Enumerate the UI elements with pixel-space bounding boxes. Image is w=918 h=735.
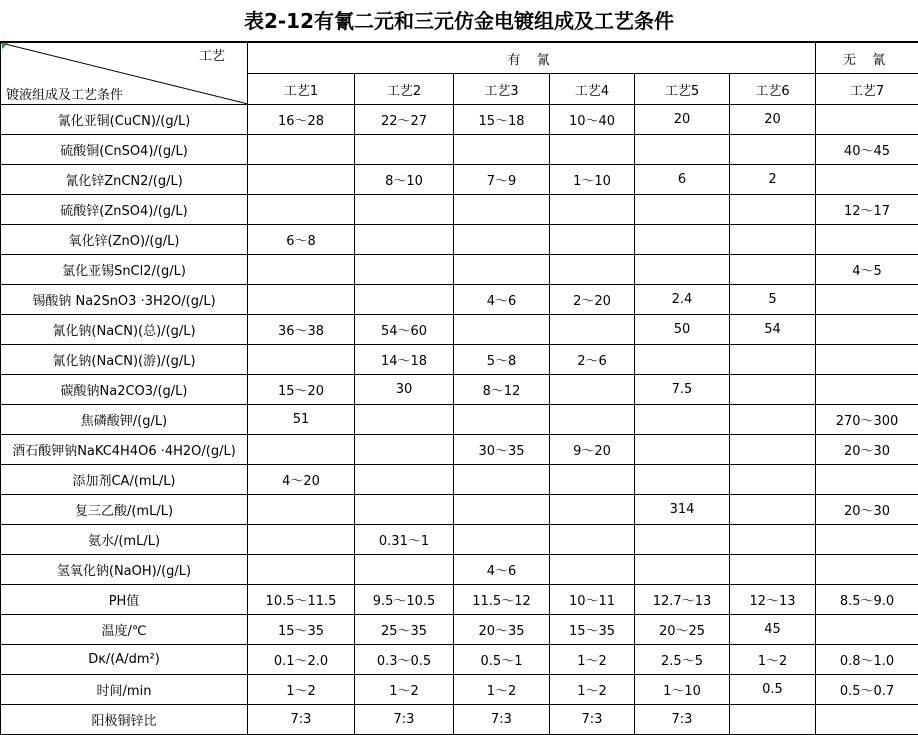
table-cell: 8～10 (355, 165, 454, 195)
table-row (1, 375, 918, 405)
table-cell (355, 435, 454, 465)
table-cell: 7.5 (635, 375, 730, 405)
table-cell (816, 225, 918, 255)
table-cell (454, 225, 550, 255)
table-cell: 314 (635, 495, 730, 525)
table-row (1, 345, 918, 375)
table-cell (355, 285, 454, 315)
table-cell (635, 255, 730, 285)
table-cell: 0.5～0.7 (816, 675, 918, 705)
corner-label-process: 工艺 (199, 45, 225, 64)
table-cell: 8～12 (454, 375, 550, 405)
table-cell (550, 405, 635, 435)
table-cell (550, 315, 635, 345)
table-cell (816, 315, 918, 345)
table-cell: 1～2 (550, 645, 635, 675)
table-cell (248, 555, 355, 585)
table-cell: 0.5～1 (454, 645, 550, 675)
table-cell (816, 345, 918, 375)
table-cell: 270～300 (816, 405, 918, 435)
table-cell: 6～8 (248, 225, 355, 255)
row-label: 碳酸钠Na2CO3/(g/L) (1, 375, 248, 405)
table-cell (816, 555, 918, 585)
row-label: 焦磷酸钾/(g/L) (1, 405, 248, 435)
table-cell: 30 (355, 375, 454, 405)
table-cell: 15～20 (248, 375, 355, 405)
table-cell: 5～8 (454, 345, 550, 375)
table-cell: 16～28 (248, 105, 355, 135)
table-cell (454, 135, 550, 165)
table-cell (248, 165, 355, 195)
table-cell (550, 465, 635, 495)
table-cell (454, 405, 550, 435)
table-cell (355, 135, 454, 165)
table-cell (635, 195, 730, 225)
table-cell: 45 (730, 615, 816, 645)
table-row (1, 315, 918, 345)
table-cell: 12.7～13 (635, 585, 730, 615)
table-cell (816, 615, 918, 645)
table-row (1, 705, 918, 735)
table-row (1, 285, 918, 315)
row-label: 氰化亚铜(CuCN)/(g/L) (1, 105, 248, 135)
table-cell (730, 525, 816, 555)
table-cell (550, 525, 635, 555)
row-label: 氰化钠(NaCN)(总)/(g/L) (1, 315, 248, 345)
table-cell: 30～35 (454, 435, 550, 465)
table-cell: 10.5～11.5 (248, 585, 355, 615)
table-row (1, 435, 918, 465)
table-cell: 0.5 (730, 675, 816, 705)
table-cell (730, 495, 816, 525)
table-cell: 7:3 (635, 705, 730, 735)
table-cell: 9～20 (550, 435, 635, 465)
table-cell: 7:3 (248, 705, 355, 735)
table-cell: 0.8～1.0 (816, 645, 918, 675)
table-cell (550, 495, 635, 525)
table-row (1, 495, 918, 525)
table-cell (730, 195, 816, 225)
table-cell (730, 555, 816, 585)
row-label: 氰化钠(NaCN)(游)/(g/L) (1, 345, 248, 375)
group-header-cyanide: 有 氰 (248, 43, 816, 74)
table-cell (355, 255, 454, 285)
table-cell: 2 (730, 165, 816, 195)
table-cell: 1～2 (550, 675, 635, 705)
table-cell: 10～11 (550, 585, 635, 615)
table-cell (816, 525, 918, 555)
table-cell (635, 135, 730, 165)
table-cell (355, 495, 454, 525)
row-label: 复三乙酸/(mL/L) (1, 495, 248, 525)
row-label: 氨水/(mL/L) (1, 525, 248, 555)
table-cell (454, 495, 550, 525)
table-cell: 1～2 (454, 675, 550, 705)
table-row (1, 645, 918, 675)
table-cell (248, 255, 355, 285)
process-header-1: 工艺1 (248, 74, 355, 105)
table-cell: 1～2 (730, 645, 816, 675)
table-cell (454, 525, 550, 555)
table-cell: 40～45 (816, 135, 918, 165)
table-cell (355, 465, 454, 495)
row-label: 时间/min (1, 675, 248, 705)
table-cell: 0.3～0.5 (355, 645, 454, 675)
table-cell: 54～60 (355, 315, 454, 345)
table-cell (730, 345, 816, 375)
table-cell (355, 555, 454, 585)
table-cell (355, 225, 454, 255)
table-cell: 1～10 (635, 675, 730, 705)
table-cell (248, 195, 355, 225)
row-label: 阳极铜锌比 (1, 705, 248, 735)
table-cell (550, 225, 635, 255)
table-cell: 9.5～10.5 (355, 585, 454, 615)
process-header-3: 工艺3 (454, 74, 550, 105)
table-cell (550, 195, 635, 225)
table-cell: 1～2 (248, 675, 355, 705)
row-label: 硫酸铜(CnSO4)/(g/L) (1, 135, 248, 165)
table-cell: 2～20 (550, 285, 635, 315)
table-cell (730, 225, 816, 255)
table-cell (816, 465, 918, 495)
row-label: 氰化锌ZnCN2/(g/L) (1, 165, 248, 195)
row-label: 添加剂CA/(mL/L) (1, 465, 248, 495)
process-table (0, 42, 918, 735)
table-cell (730, 375, 816, 405)
table-row (1, 525, 918, 555)
table-cell (454, 195, 550, 225)
table-cell (248, 345, 355, 375)
table-cell (730, 405, 816, 435)
row-label: 氯化亚锡SnCl2/(g/L) (1, 255, 248, 285)
table-cell: 20 (730, 105, 816, 135)
table-cell: 12～17 (816, 195, 918, 225)
row-label: 硫酸锌(ZnSO4)/(g/L) (1, 195, 248, 225)
table-row (1, 135, 918, 165)
row-label: 温度/℃ (1, 615, 248, 645)
corner-label-composition: 镀液组成及工艺条件 (6, 84, 123, 103)
table-cell (635, 405, 730, 435)
table-title: 表2-12有氰二元和三元仿金电镀组成及工艺条件 (0, 0, 918, 42)
table-row (1, 585, 918, 615)
group-header-noncyanide: 无 氰 (816, 43, 918, 74)
table-cell (816, 165, 918, 195)
table-cell (248, 495, 355, 525)
row-label: 酒石酸钾钠NaKC4H4O6 ·4H2O/(g/L) (1, 435, 248, 465)
table-cell (635, 555, 730, 585)
table-row (1, 225, 918, 255)
table-cell: 2.4 (635, 285, 730, 315)
table-cell: 20 (635, 105, 730, 135)
table-cell (635, 525, 730, 555)
table-cell: 20～35 (454, 615, 550, 645)
process-header-5: 工艺5 (635, 74, 730, 105)
table-cell: 7～9 (454, 165, 550, 195)
table-cell (550, 255, 635, 285)
table-cell (248, 285, 355, 315)
table-cell: 0.1～2.0 (248, 645, 355, 675)
table-cell (454, 255, 550, 285)
table-cell: 54 (730, 315, 816, 345)
table-cell: 22～27 (355, 105, 454, 135)
table-row (1, 105, 918, 135)
table-cell: 8.5～9.0 (816, 585, 918, 615)
table-row (1, 555, 918, 585)
table-cell: 7:3 (454, 705, 550, 735)
row-label: PH值 (1, 585, 248, 615)
table-cell: 1～2 (355, 675, 454, 705)
table-cell: 4～5 (816, 255, 918, 285)
header-corner-cell (1, 43, 248, 105)
table-row (1, 255, 918, 285)
row-label: 锡酸钠 Na2SnO3 ·3H2O/(g/L) (1, 285, 248, 315)
table-cell (730, 435, 816, 465)
table-cell: 20～25 (635, 615, 730, 645)
table-cell: 11.5～12 (454, 585, 550, 615)
process-header-6: 工艺6 (730, 74, 816, 105)
table-row (1, 165, 918, 195)
table-cell (550, 135, 635, 165)
table-cell: 36～38 (248, 315, 355, 345)
table-cell (816, 105, 918, 135)
table-row (1, 195, 918, 225)
table-cell (635, 225, 730, 255)
table-cell: 4～6 (454, 555, 550, 585)
cell-marker-icon (2, 43, 8, 49)
table-cell: 4～20 (248, 465, 355, 495)
table-cell (730, 465, 816, 495)
table-cell: 50 (635, 315, 730, 345)
table-cell: 1～10 (550, 165, 635, 195)
table-cell (550, 555, 635, 585)
table-cell: 12～13 (730, 585, 816, 615)
table-cell (730, 135, 816, 165)
table-cell (248, 435, 355, 465)
table-cell: 20～30 (816, 435, 918, 465)
process-header-2: 工艺2 (355, 74, 454, 105)
table-cell: 4～6 (454, 285, 550, 315)
table-cell: 15～18 (454, 105, 550, 135)
process-header-7: 工艺7 (816, 74, 918, 105)
table-row (1, 465, 918, 495)
process-header-4: 工艺4 (550, 74, 635, 105)
table-cell: 20～30 (816, 495, 918, 525)
table-cell: 0.31～1 (355, 525, 454, 555)
table-cell: 7:3 (355, 705, 454, 735)
table-cell (816, 285, 918, 315)
table-cell (355, 405, 454, 435)
table-cell (730, 705, 816, 735)
table-cell: 10～40 (550, 105, 635, 135)
table-cell: 2.5～5 (635, 645, 730, 675)
row-label: 氧化锌(ZnO)/(g/L) (1, 225, 248, 255)
table-row (1, 675, 918, 705)
table-cell: 2～6 (550, 345, 635, 375)
table-cell: 15～35 (550, 615, 635, 645)
table-cell (816, 705, 918, 735)
table-row (1, 615, 918, 645)
table-cell (816, 375, 918, 405)
table-cell: 51 (248, 405, 355, 435)
table-cell (454, 315, 550, 345)
table-cell: 14～18 (355, 345, 454, 375)
table-cell (730, 255, 816, 285)
table-cell (635, 345, 730, 375)
table-cell (635, 465, 730, 495)
table-cell (248, 135, 355, 165)
row-label: 氢氧化钠(NaOH)/(g/L) (1, 555, 248, 585)
table-cell (550, 375, 635, 405)
table-cell: 25～35 (355, 615, 454, 645)
table-cell (248, 525, 355, 555)
row-label: Dκ/(A/dm²) (1, 645, 248, 675)
table-cell: 15～35 (248, 615, 355, 645)
table-cell (355, 195, 454, 225)
table-row (1, 405, 918, 435)
table-cell (635, 435, 730, 465)
table-cell: 5 (730, 285, 816, 315)
table-cell: 7:3 (550, 705, 635, 735)
table-cell: 6 (635, 165, 730, 195)
table-cell (454, 465, 550, 495)
